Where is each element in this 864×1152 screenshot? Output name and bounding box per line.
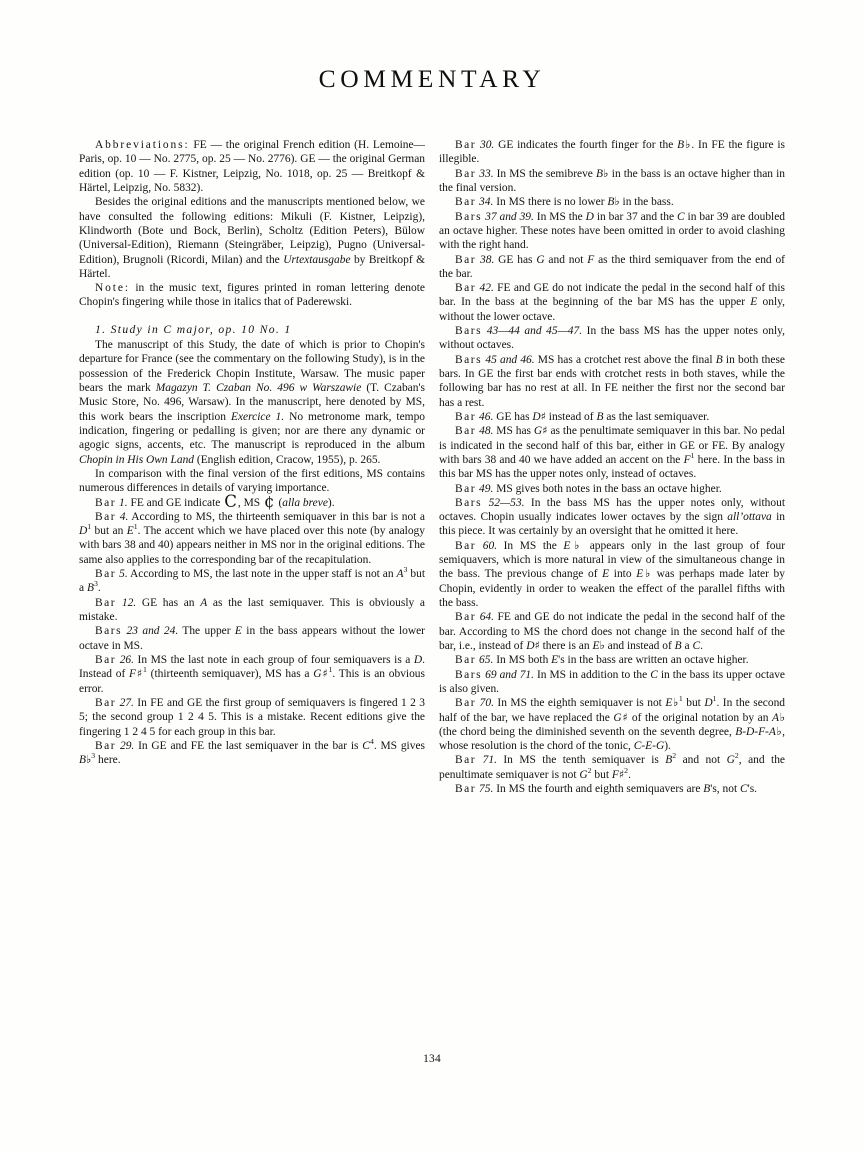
bar-number: 5.: [119, 568, 128, 581]
italic-note-name: C: [650, 668, 658, 681]
commentary-note: [79, 510, 425, 567]
octave-superscript: 3: [93, 579, 98, 589]
note-text: .: [700, 639, 703, 652]
sharp-sign-icon: ♯: [321, 667, 329, 681]
flat-sign-icon: ♭: [684, 138, 692, 151]
octave-superscript: 1: [143, 665, 147, 675]
flat-sign-icon: ♭: [775, 724, 783, 738]
note-text: in this piece. It was certainly by an oversight that he omitted it here.: [439, 511, 785, 538]
bar-number: 26.: [119, 653, 134, 666]
bar-label: Bars: [455, 353, 483, 366]
note-text: in bar 39 are doubled an octave higher. These notes have been omitted in order to avoid clashing with the right hand.: [439, 210, 786, 252]
note-text: as the penultimate semiquaver in this bar. No pedal is indicated in the second half of this bar, either in GE or FE. By analogy with bars 38 and 40 we have added an accent on the: [439, 425, 786, 466]
note-text: In MS both: [493, 654, 552, 667]
italic-note-name: B: [607, 196, 615, 209]
commentary-note: [79, 596, 425, 625]
flat-sign-icon: ♭: [643, 567, 653, 581]
italic-note-name: F: [611, 768, 619, 781]
bar-label: Bar: [95, 696, 117, 709]
note-text: as the last semiquaver. This is obviously a mistake.: [79, 596, 425, 623]
note-text: into: [609, 568, 637, 581]
italic-note-name: D: [79, 525, 88, 538]
note-text: in both these bars. In GE the first bar ends with crotchet rests in both staves, while the following bar has no rest at all. In FE neither the first nor the second bar has a rest.: [439, 353, 785, 409]
note-text: GE indicates the fourth finger for the: [494, 139, 678, 151]
time-signature-icon: C: [224, 492, 237, 512]
italic-note-name: C: [740, 783, 748, 796]
italic-note-name: D: [585, 210, 594, 223]
bar-label: Bar: [455, 697, 477, 710]
bar-label: Bar: [455, 139, 477, 151]
italic-note-name: G: [579, 768, 588, 781]
ms-text-4: (English edition, Cracow, 1955), p. 265.: [194, 453, 381, 466]
column-left: [79, 138, 425, 767]
italic-note-name: E: [636, 568, 644, 581]
octave-superscript: 2: [672, 751, 677, 761]
abbreviations-body: FE — the original French edition (H. Lemoine—Paris, op. 10 — No. 2775, op. 25 — No. 2776). GE — the original German edition (op. 10 — F. Kistner, Leipzig, No. 1018, op. 25 — Breitkopf & Härtel, Leipzig, No. 5832).: [79, 139, 425, 194]
note-text: .: [628, 768, 631, 781]
bar-label: Bar: [95, 653, 117, 666]
bar-notes-left: [79, 492, 426, 768]
note-text: In MS the: [497, 539, 564, 552]
italic-note-name: E: [592, 639, 600, 652]
italic-note-name: G: [533, 425, 543, 438]
italic-note-name: E: [750, 296, 758, 309]
italic-note-name: G: [613, 711, 622, 724]
note-body: in the music text, figures printed in roman lettering denote Chopin's fingering while those in italics that of Paderewski.: [79, 282, 425, 309]
commentary-note: [79, 653, 425, 696]
italic-note-name: G: [726, 754, 735, 767]
bar-label: Bar: [95, 596, 117, 609]
italic-note-name: B: [703, 783, 711, 796]
note-text: here.: [95, 754, 121, 767]
note-text: GE has: [493, 410, 533, 423]
italic-note-name: D: [532, 410, 541, 423]
note-text: GE has an: [136, 596, 201, 609]
italic-note-name: D: [704, 697, 713, 710]
bar-number: 71.: [482, 754, 497, 767]
bar-label: Bar: [95, 510, 117, 523]
italic-note-name: E: [234, 625, 242, 638]
bar-label: Bar: [455, 539, 477, 552]
bar-number: 1.: [119, 496, 128, 509]
ms-italic-magazyn: Magazyn T. Czaban No. 496 w Warszawie: [155, 382, 362, 394]
bar-label: Bar: [455, 253, 477, 266]
commentary-note: [439, 253, 785, 282]
bar-label: Bar: [455, 783, 477, 796]
note-text: , whose resolution is the chord of the tonic,: [439, 725, 785, 753]
sharp-sign-icon: ♯: [540, 409, 546, 423]
octave-superscript: 3: [403, 565, 408, 575]
italic-note-name: B-D-F-A: [735, 725, 776, 738]
commentary-note: [439, 610, 785, 653]
note-text: ).: [327, 496, 335, 509]
bar-label: Bar: [455, 410, 477, 423]
flat-sign-icon: ♭: [614, 195, 620, 209]
bar-label: Bars: [455, 496, 483, 509]
bar-label: Bar: [95, 496, 117, 509]
commentary-note: [439, 482, 785, 496]
note-text: FE and GE indicate: [127, 496, 224, 509]
note-text: (: [275, 496, 283, 509]
ms-italic-album: Chopin in His Own Land: [79, 453, 195, 466]
italic-note-name: G: [313, 668, 322, 681]
bar-number: 12.: [121, 596, 137, 609]
commentary-note: [439, 782, 785, 796]
note-text: in the bass its upper octave is also given.: [439, 668, 785, 695]
italic-note-name: E: [551, 654, 559, 667]
paragraph-note: [79, 281, 425, 310]
bar-label: Bar: [95, 568, 117, 581]
bar-number: 38.: [480, 253, 495, 266]
bar-number: 69 and 71.: [485, 668, 535, 681]
bar-number: 43—44 and 45—47.: [486, 325, 583, 338]
bar-number: 23 and 24.: [126, 625, 179, 638]
commentary-note: [79, 567, 425, 596]
note-text: In the bass MS has the upper notes only, without octaves.: [439, 325, 785, 352]
paragraph-comparison: In comparison with the final version of the first editions, MS contains numerous differences in details of varying importance.: [79, 467, 425, 495]
italic-note-name: E: [126, 525, 134, 538]
ms-italic-exercice: Exercice 1.: [230, 410, 285, 423]
flat-sign-icon: ♭: [570, 538, 584, 552]
note-text: According to MS, the last note in the upper staff is not an: [127, 568, 397, 581]
italic-note-name: C: [362, 739, 370, 752]
bar-notes-right: [439, 138, 785, 796]
note-text: The upper: [178, 625, 235, 638]
bar-label: Bar: [455, 654, 477, 667]
flat-sign-icon: ♭: [602, 166, 609, 180]
italic-note-name: B: [677, 139, 685, 151]
commentary-note: [439, 324, 785, 353]
italic-note-name: all’ottava: [727, 511, 772, 524]
italic-note-name: B: [596, 410, 604, 423]
bar-number: 27.: [119, 696, 134, 709]
italic-note-name: C-E-G: [633, 740, 665, 753]
note-text: FE and GE do not indicate the pedal in the second half of this bar. In the bass at the beginning of the bar MS has the upper: [439, 282, 786, 309]
note-text: In MS the last note in each group of four semiquavers is a: [134, 653, 414, 666]
italic-note-name: E: [602, 568, 610, 581]
commentary-note: [439, 195, 785, 209]
note-text: here. In the bass in this bar MS has the upper notes only, instead of octaves.: [439, 453, 785, 481]
italic-note-name: B: [715, 353, 723, 366]
note-text: in the bass is an octave higher than in the final version.: [439, 167, 785, 194]
note-text: , and the penultimate semiquaver is not: [439, 754, 785, 781]
study-heading: 1. Study in C major, op. 10 No. 1: [95, 322, 292, 336]
octave-superscript: 1: [87, 522, 92, 532]
commentary-note: [439, 424, 785, 481]
bar-label: Bars: [455, 210, 483, 223]
italic-note-name: F: [129, 668, 137, 681]
note-text: . This is an obvious error.: [79, 668, 425, 695]
note-text: In MS the eighth semiquaver is not: [493, 697, 666, 710]
bar-number: 42.: [479, 282, 494, 295]
bar-number: 52—53.: [488, 496, 525, 509]
bar-label: Bars: [95, 625, 123, 638]
commentary-note: [439, 138, 785, 167]
sharp-sign-icon: ♯: [621, 710, 629, 724]
commentary-note: [439, 696, 785, 753]
body-columns: [79, 138, 785, 1043]
column-right: [439, 138, 785, 796]
note-text: in the bass appears without the lower octave in MS.: [79, 625, 425, 652]
octave-superscript: 1: [712, 694, 717, 704]
commentary-note: [439, 496, 785, 539]
note-label: Note:: [95, 282, 130, 295]
note-text: was perhaps made later by Chopin, evidently in order to weaken the effect of the parallel fifths with the bass.: [439, 568, 785, 609]
note-text: but an: [91, 525, 127, 538]
note-text: but: [682, 697, 705, 710]
note-text: In the bass MS has the upper notes only, without octaves. Chopin usually indicates lower octaves by the sign: [439, 496, 786, 524]
bar-label: Bar: [455, 611, 477, 624]
italic-note-name: alla breve: [282, 496, 328, 509]
note-text: . Instead of: [79, 653, 426, 681]
commentary-note: [79, 492, 425, 512]
note-text: and instead of: [604, 639, 675, 652]
commentary-note: [439, 281, 785, 324]
note-text: .: [97, 582, 101, 595]
octave-superscript: 1: [133, 522, 138, 532]
note-text: In MS the fourth and eighth semiquavers are: [493, 783, 704, 796]
italic-note-name: E: [665, 697, 673, 710]
italic-note-name: B: [595, 167, 603, 180]
note-text: MS has: [493, 425, 534, 438]
note-text: . In FE the figure is illegible.: [439, 139, 786, 166]
time-signature-icon: ¢: [264, 492, 275, 512]
bar-number: 46.: [479, 410, 494, 423]
note-text: In GE and FE the last semiquaver in the bar is: [134, 739, 363, 752]
commentary-note: [79, 696, 425, 739]
note-text: of the original notation by an: [628, 711, 773, 724]
bar-number: 29.: [119, 739, 135, 752]
sharp-sign-icon: ♯: [534, 638, 540, 652]
note-text: as the last semiquaver.: [603, 410, 710, 423]
sharp-sign-icon: ♯: [542, 424, 548, 438]
page-title: COMMENTARY: [318, 64, 546, 93]
flat-sign-icon: ♭: [672, 696, 679, 710]
note-text: 's.: [747, 783, 758, 796]
editions-text: Besides the original editions and the manuscripts mentioned below, we have consulted the following editions: Mikuli (F. Kistner, Leipzig), Klindworth (Bote und Bock, Berlin), Scholtz (Edition Peters), Bülow (Universal-Edition), Riemann (Steingräber, Leipzig), Pugno (Universal-Edition), Brugnoli (Ricordi, Milan) and the: [79, 196, 425, 266]
note-text: In FE and GE the first group of semiquavers is fingered 1 2 3 5; the second group 1 2 4 5. This is a mistake. Recent editions give the fingering 1 2 4 5 for each group in this bar.: [79, 696, 425, 738]
commentary-note: [79, 624, 425, 653]
italic-note-name: B: [86, 582, 94, 595]
sharp-sign-icon: ♯: [136, 667, 144, 681]
note-text: GE has: [494, 253, 537, 266]
paragraph-manuscript: [79, 338, 425, 467]
note-text: . In the second half of the bar, we have replaced the: [439, 697, 786, 724]
note-text: but: [591, 768, 612, 781]
note-text: MS gives both notes in the bass an octave higher.: [493, 482, 722, 495]
commentary-note: [439, 410, 785, 424]
italic-note-name: E: [563, 539, 571, 552]
note-text: only, without the lower octave.: [439, 296, 785, 323]
note-text: and not: [676, 754, 727, 767]
note-text: in bar 37 and the: [593, 210, 677, 223]
note-text: there is an: [539, 639, 593, 652]
bar-label: Bar: [455, 482, 477, 495]
note-text: a: [681, 639, 693, 652]
note-text: in the bass.: [619, 196, 674, 209]
paragraph-editions: [79, 195, 425, 281]
octave-superscript: 1: [678, 694, 683, 704]
note-text: In MS in addition to the: [534, 668, 651, 681]
note-text: (the chord being the diminished seventh on the seventh degree,: [439, 725, 736, 738]
note-text: but a: [79, 568, 426, 595]
bar-number: 37 and 39.: [485, 210, 534, 223]
bar-number: 33.: [479, 167, 494, 180]
bar-number: 30.: [479, 139, 495, 151]
italic-note-name: B: [665, 754, 673, 767]
commentary-note: [79, 739, 425, 768]
bar-number: 34.: [479, 196, 494, 209]
note-text: . MS gives: [373, 739, 425, 752]
paragraph-abbreviations: [79, 138, 425, 195]
italic-note-name: D: [526, 639, 535, 652]
note-text: According to MS, the thirteenth semiquaver in this bar is not a: [128, 510, 426, 523]
bar-label: Bar: [455, 282, 477, 295]
octave-superscript: 2: [624, 765, 629, 775]
bar-label: Bar: [455, 167, 477, 180]
bar-label: Bar: [455, 754, 477, 767]
bar-label: Bar: [95, 739, 117, 752]
note-text: 's, not: [710, 783, 740, 796]
italic-note-name: B: [674, 639, 682, 652]
bar-label: Bars: [455, 325, 483, 338]
note-text: ).: [664, 740, 671, 753]
editions-tail: by Breitkopf & Härtel.: [79, 253, 425, 280]
octave-superscript: 2: [587, 765, 592, 775]
italic-note-name: D: [413, 653, 423, 666]
bar-number: 60.: [482, 539, 498, 552]
octave-superscript: 1: [690, 451, 695, 461]
italic-note-name: C: [676, 210, 685, 223]
italic-note-name: B: [79, 754, 86, 767]
sharp-sign-icon: ♯: [618, 767, 625, 781]
bar-label: Bars: [455, 668, 483, 681]
note-text: In MS the semibreve: [493, 167, 596, 180]
commentary-note: [439, 668, 785, 697]
abbreviations-label: Abbreviations:: [95, 139, 190, 151]
octave-superscript: 1: [328, 665, 333, 675]
page-number: 134: [423, 1053, 441, 1065]
note-text: In MS the tenth semiquaver is: [496, 754, 666, 767]
note-text: FE and GE do not indicate the pedal in the second half of the bar. According to MS the chord does not change in the second half of the bar, i.e., instead of: [439, 611, 786, 652]
italic-note-name: F: [587, 253, 595, 266]
note-text: appears only in the last group of four semiquavers, which is more natural in view of the simultaneous change in the bass. The previous change of: [439, 539, 786, 581]
bar-number: 64.: [479, 611, 494, 624]
note-text: , MS: [237, 496, 264, 509]
bar-number: 49.: [479, 482, 494, 495]
flat-sign-icon: ♭: [779, 710, 786, 724]
octave-superscript: 4: [369, 737, 374, 746]
commentary-note: [439, 210, 785, 253]
bar-label: Bar: [455, 425, 477, 438]
note-text: In MS the: [533, 210, 586, 223]
bar-label: Bar: [455, 196, 477, 209]
ms-text-2: (T. Czaban's Music Store, No. 496, Warsaw). In the manuscript, here denoted by MS, this work bears the inscription: [79, 382, 425, 423]
italic-note-name: C: [692, 639, 701, 652]
octave-superscript: 2: [734, 751, 739, 761]
bar-number: 65.: [479, 654, 494, 667]
commentary-note: [439, 653, 785, 667]
flat-sign-icon: ♭: [86, 753, 92, 767]
italic-note-name: G: [536, 253, 545, 266]
commentary-note: [439, 353, 785, 410]
bar-number: 70.: [479, 697, 494, 710]
ms-text-3: No metronome mark, tempo indication, fingering or pedalling is given; nor are there any dynamic or agogic signs, accents, etc. The manuscript is reproduced in the album: [79, 410, 426, 452]
note-text: MS has a crotchet rest above the final: [534, 353, 716, 366]
note-text: and not: [544, 253, 588, 266]
note-text: (thirteenth semiquaver), MS has a: [146, 668, 314, 681]
note-text: In MS there is no lower: [493, 196, 608, 209]
editions-urtext: Urtextausgabe: [283, 253, 351, 266]
note-text: as the third semiquaver from the end of the bar.: [439, 253, 785, 280]
italic-note-name: A: [200, 596, 208, 609]
octave-superscript: 3: [91, 751, 96, 761]
note-text: 's in the bass are written an octave higher.: [558, 654, 749, 667]
italic-note-name: A: [772, 711, 780, 724]
bar-number: 45 and 46.: [485, 353, 535, 366]
ms-text-1: The manuscript of this Study, the date of which is prior to Chopin's departure for France (see the commentary on the following Study), is in the possession of the Frederick Chopin Institute, Warsaw. The music paper bears the mark: [79, 339, 425, 394]
bar-number: 75.: [479, 783, 494, 796]
commentary-note: [439, 753, 785, 782]
note-text: instead of: [545, 410, 597, 423]
commentary-note: [439, 539, 785, 611]
note-text: . The accent which we have placed over this note (by analogy with bars 38 and 40) appears neither in MS nor in the original editions. The same also applies to the corresponding bar of the recapitulation.: [79, 525, 425, 566]
bar-number: 4.: [119, 510, 129, 523]
italic-note-name: A: [396, 568, 404, 581]
italic-note-name: F: [683, 453, 691, 466]
flat-sign-icon: ♭: [599, 638, 605, 652]
bar-number: 48.: [479, 425, 494, 438]
commentary-note: [439, 167, 785, 196]
